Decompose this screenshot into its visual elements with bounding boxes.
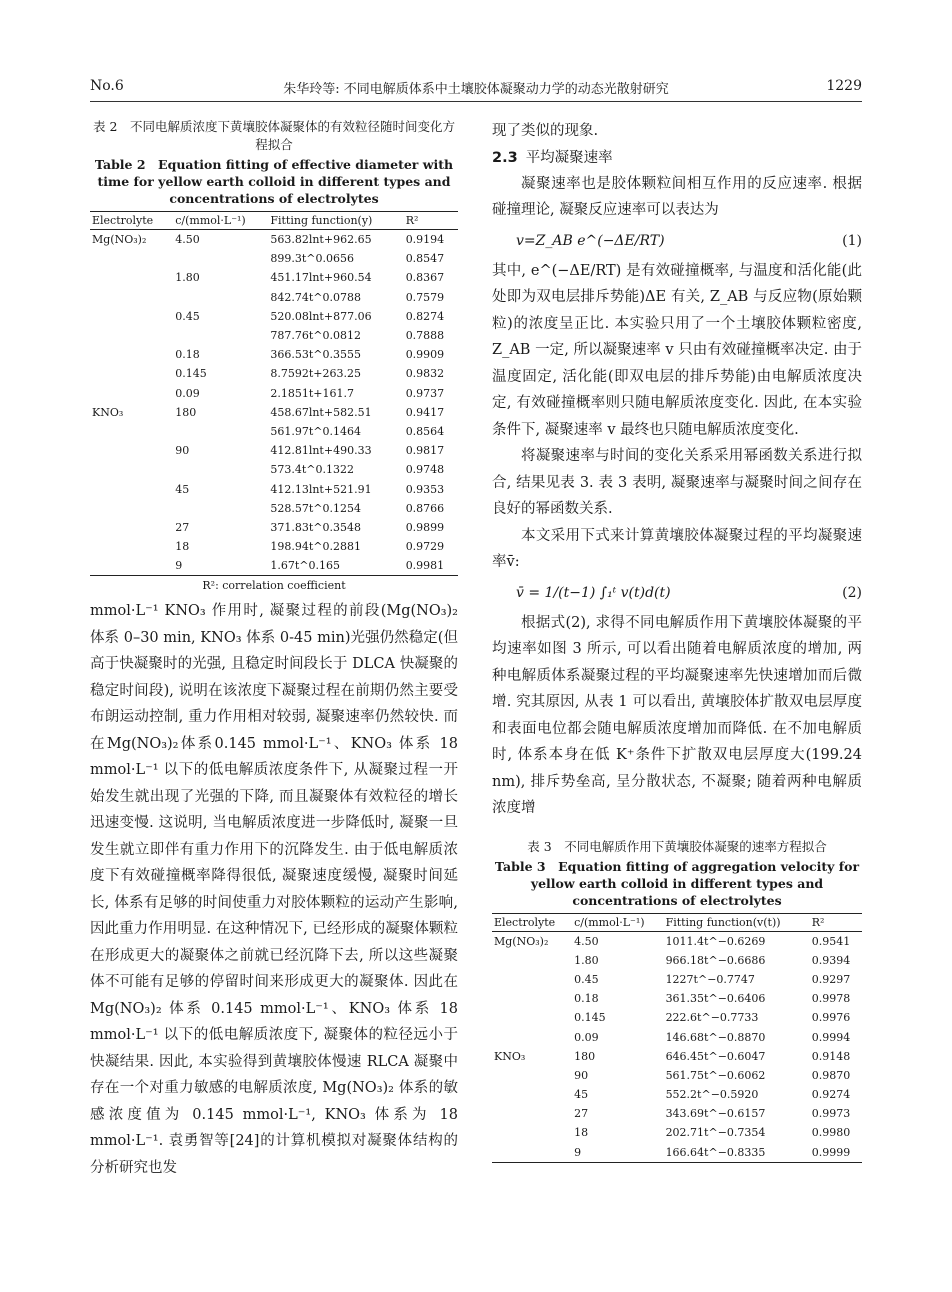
table-cell	[492, 1008, 572, 1027]
section-number: 2.3	[492, 149, 518, 166]
table-cell: 366.53t^0.3555	[270, 348, 361, 362]
table-cell	[90, 537, 173, 556]
table-cell: 1.80	[574, 953, 599, 967]
table-cell	[173, 422, 268, 441]
table-cell: 0.9394	[811, 953, 851, 967]
equation-1	[492, 224, 862, 258]
equation-1-body: v=Z_AB e^(−ΔE/RT)	[516, 232, 665, 249]
table-cell: 561.97t^0.1464	[270, 424, 361, 438]
table-row	[492, 931, 862, 951]
table-cell: 520.08lnt+877.06	[270, 309, 372, 323]
equation-2-body: v̄ = 1/(t−1) ∫₁ᵗ v(t)d(t)	[516, 584, 671, 601]
table-cell: 0.7888	[405, 329, 445, 343]
table-cell: 1011.4t^−0.6269	[665, 934, 766, 948]
table-header-cell: Electrolyte	[90, 212, 173, 230]
table-cell	[173, 460, 268, 479]
table-cell: 18	[175, 540, 190, 554]
table3-caption-en: Table 3 Equation fitting of aggregation velocity for yellow earth colloid in different types and concentrations of electrolytes	[494, 858, 860, 908]
issue-number: No.6	[90, 78, 124, 94]
table-cell: 552.2t^−0.5920	[665, 1088, 759, 1102]
table-row	[492, 1066, 862, 1085]
table-header-cell: c/(mmol·L⁻¹)	[572, 913, 663, 931]
table-cell: 90	[175, 444, 190, 458]
paragraph-2: 其中, e^(−ΔE/RT) 是有效碰撞概率, 与温度和活化能(此处即为双电层排斥势能)ΔE 有关, Z_AB 与反应物(原始颗粒)的浓度呈正比. 本实验只用了一个土壤胶体颗粒密度, Z_AB 一定, 所以凝聚速率 v 只由有效碰撞概率决定. 由于温度固定, 活化能(即双电层的排斥势能)由电解质浓度决定, 有效碰撞概率则只随电解质浓度变化. 因此, 在本实验条件下, 凝聚速率 v 最终也只随电解质浓度变化.	[492, 262, 862, 438]
table-cell: 0.7579	[405, 290, 445, 304]
table-row	[492, 951, 862, 970]
table-cell: 343.69t^−0.6157	[665, 1107, 766, 1121]
table-cell: 0.8547	[405, 252, 445, 266]
table-cell: 146.68t^−0.8870	[665, 1030, 766, 1044]
equation-1-number: (1)	[842, 232, 862, 249]
table-cell	[90, 422, 173, 441]
table-cell: 0.9194	[405, 233, 445, 247]
table-cell: 0.9980	[811, 1126, 851, 1140]
table-cell: 787.76t^0.0812	[270, 329, 361, 343]
table-cell: 0.145	[574, 1011, 606, 1025]
table-cell: 45	[175, 482, 190, 496]
table-row	[90, 345, 458, 364]
table-row	[492, 970, 862, 989]
table-cell	[173, 499, 268, 518]
table-cell: 202.71t^−0.7354	[665, 1126, 766, 1140]
table-cell	[90, 479, 173, 498]
table-cell: 0.9729	[405, 540, 445, 554]
table-cell: 0.9832	[405, 367, 445, 381]
running-header	[90, 78, 862, 102]
table-cell	[90, 307, 173, 326]
table-header-cell: Fitting function(y)	[268, 212, 403, 230]
table-cell	[90, 518, 173, 537]
section-title: 平均凝聚速率	[525, 149, 613, 166]
table-cell	[492, 989, 572, 1008]
table-cell: 1.67t^0.165	[268, 556, 403, 576]
table-cell: 0.45	[175, 309, 200, 323]
table3-caption-cn: 表 3 不同电解质作用下黄壤胶体凝聚的速率方程拟合	[527, 838, 827, 854]
table-cell: 0.9148	[811, 1049, 851, 1063]
table-cell: 166.64t^−0.8335	[664, 1143, 810, 1163]
table-cell: 0.9870	[811, 1068, 851, 1082]
paragraph-continuation: 现了类似的现象.	[492, 123, 599, 139]
table-cell: 0.8766	[405, 501, 445, 515]
table-cell: 412.13lnt+521.91	[270, 482, 372, 496]
table-header-cell: c/(mmol·L⁻¹)	[173, 212, 268, 230]
table-cell	[90, 288, 173, 307]
table-row	[492, 989, 862, 1008]
table-cell: 371.83t^0.3548	[270, 520, 361, 534]
left-column	[90, 118, 458, 1181]
table-row	[90, 326, 458, 345]
table-cell	[173, 249, 268, 268]
table-cell: 4.50	[175, 233, 200, 247]
table-row	[90, 268, 458, 287]
table-cell	[492, 1123, 572, 1142]
table-cell: 0.145	[175, 367, 207, 381]
equation-2	[492, 576, 862, 610]
table-cell	[492, 1085, 572, 1104]
table-cell	[90, 499, 173, 518]
table-cell: 180	[175, 405, 197, 419]
table-row	[492, 1008, 862, 1027]
table-cell: 0.9899	[405, 520, 445, 534]
left-body-text: mmol·L⁻¹ KNO₃ 作用时, 凝聚过程的前段(Mg(NO₃)₂ 体系 0–30 min, KNO₃ 体系 0-45 min)光强仍然稳定(但高于快凝聚时的光强, 且稳定时间段长于 DLCA 快凝聚的稳定时间段), 说明在该浓度下凝聚过程在前期仍然主要受布朗运动控制, 重力作用相对较弱, 凝聚速率仍然较快. 而在Mg(NO₃)₂体系0.145 mmol·L⁻¹、KNO₃ 体系 18 mmol·L⁻¹ 以下的低电解质浓度条件下, 从凝聚过程一开始发生就出现了光强的下降, 而且凝聚体有效粒径的增长迅速变慢. 这说明, 当电解质浓度进一步降低时, 凝聚一旦发生就立即伴有重力作用下的沉降发生. 由于低电解质浓度下有效碰撞概率降得很低, 凝聚速度缓慢, 凝聚时间延长, 体系有足够的时间使重力对胶体颗粒的运动产生影响, 因此重力作用明显. 在这种情况下, 已经形成的凝聚体颗粒在形成更大的凝聚体之前就已经沉降下去, 所以这些凝聚体不可能有足够的停留时间来形成更大的凝聚体. 因此在 Mg(NO₃)₂ 体系 0.145 mmol·L⁻¹、KNO₃ 体系 18 mmol·L⁻¹ 以下的低电解质浓度下, 凝聚体的粒径远小于快凝结果. 因此, 本实验得到黄壤胶体慢速 RLCA 凝聚中存在一个对重力敏感的电解质浓度, Mg(NO₃)₂ 体系的敏感浓度值为 0.145 mmol·L⁻¹, KNO₃ 体系为 18 mmol·L⁻¹. 袁勇智等[24]的计算机模拟对凝聚体结构的分析研究也发	[90, 603, 458, 1176]
table-cell	[492, 1066, 572, 1085]
table-row	[90, 364, 458, 383]
table-cell	[90, 345, 173, 364]
table-cell	[492, 1104, 572, 1123]
table-cell: 561.75t^−0.6062	[665, 1068, 766, 1082]
table-cell	[90, 364, 173, 383]
table-cell	[492, 1027, 572, 1046]
table-cell: 0.9978	[811, 992, 851, 1006]
table2	[90, 211, 458, 576]
table-cell: 0.09	[175, 386, 200, 400]
table-cell: 0.09	[574, 1030, 599, 1044]
table-cell: 0.9748	[405, 463, 445, 477]
table-cell: 222.6t^−0.7733	[665, 1011, 759, 1025]
table-header-cell: R²	[404, 212, 458, 230]
paragraph-1: 凝聚速率也是胶体颗粒间相互作用的反应速率. 根据碰撞理论, 凝聚反应速率可以表达为	[492, 175, 862, 218]
table-cell: 198.94t^0.2881	[270, 540, 361, 554]
table-cell: 573.4t^0.1322	[270, 463, 354, 477]
right-column	[492, 118, 862, 1163]
table-row	[492, 1047, 862, 1066]
table-row	[90, 441, 458, 460]
table-cell: 646.45t^−0.6047	[665, 1049, 766, 1063]
table-cell	[90, 441, 173, 460]
table-cell: 0.9353	[405, 482, 445, 496]
table-cell: 4.50	[574, 934, 599, 948]
table-cell: 0.18	[175, 348, 200, 362]
table-row	[492, 1123, 862, 1142]
table3	[492, 913, 862, 1163]
table-cell: 0.9973	[811, 1107, 851, 1121]
header-rule	[90, 101, 862, 102]
table-row	[90, 230, 458, 250]
table3-block	[492, 838, 862, 1163]
table-cell: 0.9417	[405, 405, 445, 419]
table-row	[492, 1104, 862, 1123]
table-cell: 2.1851t+161.7	[270, 386, 354, 400]
table-row	[90, 556, 458, 576]
table-cell: 966.18t^−0.6686	[665, 953, 766, 967]
table-cell	[173, 288, 268, 307]
table-cell: 180	[574, 1049, 596, 1063]
table-cell: 0.18	[574, 992, 599, 1006]
paragraph-3: 将凝聚速率与时间的变化关系采用幂函数关系进行拟合, 结果见表 3. 表 3 表明, 凝聚速率与凝聚时间之间存在良好的幂函数关系.	[492, 448, 862, 517]
table-cell	[492, 1143, 572, 1163]
table-row	[90, 537, 458, 556]
table-row	[90, 403, 458, 422]
table-cell: 563.82lnt+962.65	[270, 233, 372, 247]
table-row	[90, 499, 458, 518]
table-row	[90, 307, 458, 326]
table-row	[90, 479, 458, 498]
table-cell: 412.81lnt+490.33	[270, 444, 372, 458]
table-cell: 9	[173, 556, 268, 576]
table-cell: 0.9297	[811, 972, 851, 986]
table-row	[492, 1085, 862, 1104]
table-cell: KNO₃	[494, 1049, 526, 1063]
table-cell	[90, 384, 173, 403]
table-cell: 0.9541	[811, 934, 851, 948]
table-cell	[90, 326, 173, 345]
table-cell	[90, 268, 173, 287]
table-cell: 90	[574, 1068, 589, 1082]
table-cell	[90, 249, 173, 268]
table-cell: 0.9976	[811, 1011, 851, 1025]
table-cell: Mg(NO₃)₂	[494, 934, 549, 948]
table-cell: 528.57t^0.1254	[270, 501, 361, 515]
table-cell: 451.17lnt+960.54	[270, 271, 372, 285]
table-cell: KNO₃	[92, 405, 124, 419]
table2-caption-cn: 表 2 不同电解质浓度下黄壤胶体凝聚体的有效粒径随时间变化方程拟合	[93, 119, 455, 152]
table-cell: 0.9909	[405, 348, 445, 362]
paragraph-5: 根据式(2), 求得不同电解质作用下黄壤胶体凝聚的平均速率如图 3 所示, 可以看出随着电解质浓度的增加, 两种电解质体系凝聚过程的平均凝聚速率先快速增加而后微增. 究其原因, 从表 1 可以看出, 黄壤胶体扩散双电层厚度和表面电位都会随电解质浓度增加而降低. 在不加电解质时, 体系本身在低 K⁺条件下扩散双电层厚度大(199.24 nm), 排斥势垒高, 呈分散状态, 不凝聚; 随着两种电解质浓度增	[492, 614, 862, 816]
table-row	[90, 384, 458, 403]
table-cell: 361.35t^−0.6406	[665, 992, 766, 1006]
table-cell: 0.9274	[811, 1088, 851, 1102]
table-row	[90, 460, 458, 479]
table-cell: 899.3t^0.0656	[270, 252, 354, 266]
paragraph-4: 本文采用下式来计算黄壤胶体凝聚过程的平均凝聚速率v̄:	[492, 527, 862, 570]
table-cell: 0.9994	[811, 1030, 851, 1044]
table-cell: 842.74t^0.0788	[270, 290, 361, 304]
table-cell	[90, 460, 173, 479]
table-cell: 0.8367	[405, 271, 445, 285]
table-header-cell: R²	[810, 913, 862, 931]
table-cell: 18	[574, 1126, 589, 1140]
table-header-cell: Fitting function(v(t))	[664, 913, 810, 931]
table-cell	[90, 556, 173, 576]
table-cell: 1.80	[175, 271, 200, 285]
running-title: 朱华玲等: 不同电解质体系中土壤胶体凝聚动力学的动态光散射研究	[283, 82, 669, 97]
table-cell	[492, 951, 572, 970]
table-cell	[492, 970, 572, 989]
table-cell: 0.9817	[405, 444, 445, 458]
section-heading	[492, 145, 862, 171]
table-cell: 27	[175, 520, 190, 534]
table-row	[90, 288, 458, 307]
table-cell: 45	[574, 1088, 589, 1102]
table-cell: 458.67lnt+582.51	[270, 405, 372, 419]
table2-note: R²: correlation coefficient	[202, 579, 346, 593]
table-cell: Mg(NO₃)₂	[92, 233, 147, 247]
table-cell: 1227t^−0.7747	[665, 972, 755, 986]
page-number: 1229	[826, 78, 862, 94]
table-row	[90, 518, 458, 537]
table-cell: 0.8564	[405, 424, 445, 438]
table-cell: 27	[574, 1107, 589, 1121]
table-cell: 0.9999	[810, 1143, 862, 1163]
table-row	[492, 1027, 862, 1046]
table-cell	[173, 326, 268, 345]
table-cell: 0.9981	[404, 556, 458, 576]
table-cell: 8.7592t+263.25	[270, 367, 361, 381]
table-cell: 9	[572, 1143, 663, 1163]
table-header-cell: Electrolyte	[492, 913, 572, 931]
table-row	[492, 1143, 862, 1163]
table-cell: 0.9737	[405, 386, 445, 400]
table2-caption-en: Table 2 Equation fitting of effective diameter with time for yellow earth colloid in different types and concentrations of electrolytes	[94, 157, 454, 206]
table-row	[90, 249, 458, 268]
table-cell: 0.8274	[405, 309, 445, 323]
equation-2-number: (2)	[842, 584, 862, 601]
table-row	[90, 422, 458, 441]
table-cell: 0.45	[574, 972, 599, 986]
